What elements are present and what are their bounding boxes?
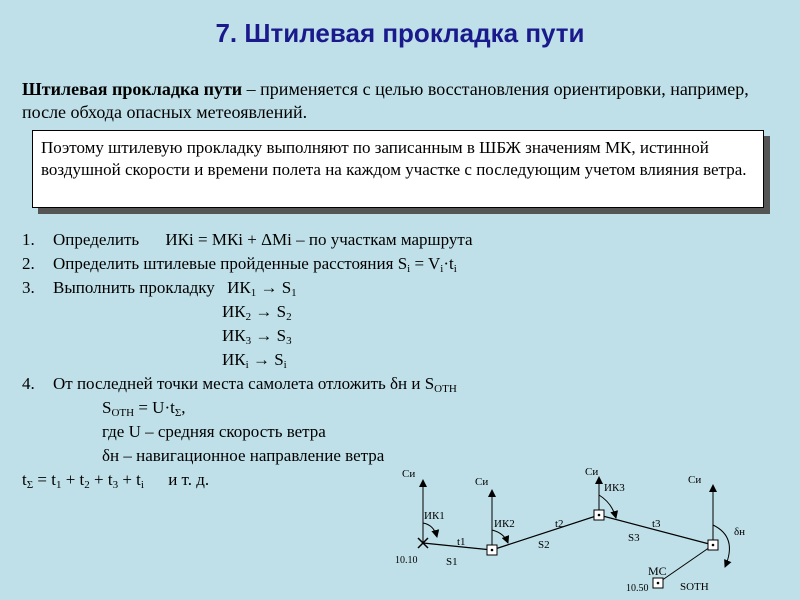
route-diagram <box>380 455 780 600</box>
u-description: где U – средняя скорость ветра <box>102 422 326 441</box>
intro-term: Штилевая прокладка пути <box>22 79 243 99</box>
step-4-text: От последней точки места самолета отложить δн и S <box>53 374 435 393</box>
ik-label-3: ИК3 <box>604 482 625 494</box>
s-label-2: S2 <box>538 539 550 551</box>
tsum-formula: $t_\Sigma = t_1 + t_2 + t_3 + t_i$ и т. д. <box>22 470 210 491</box>
step-1 <box>22 230 473 250</box>
intro-text: – применяется с целью восстановления ориентировки, например, после обхода опасных метеоявлений. <box>22 79 749 122</box>
mc-label: МС <box>648 564 667 578</box>
dn-label: δн <box>734 526 746 538</box>
step-3-text: Выполнить прокладку <box>53 278 215 297</box>
ik-arc-2 <box>492 530 508 543</box>
s-label-3: S3 <box>628 532 640 544</box>
route-line <box>423 515 713 550</box>
step-3-formula-i: $ИК_i \to S_i$ <box>222 350 287 371</box>
ik-arc-1 <box>423 523 437 537</box>
step-4-number: 4. <box>22 374 35 393</box>
sotn-formula: $S_{ОТН} = U\cdot t_\Sigma$, <box>102 398 186 419</box>
north-label-4: Си <box>688 474 702 486</box>
time-start: 10.10 <box>395 555 418 566</box>
page-title: 7. Штилевая прокладка пути <box>215 18 585 48</box>
step-3 <box>22 278 297 298</box>
ik-label-1: ИК1 <box>424 510 445 522</box>
time-end: 10.50 <box>626 583 649 594</box>
step-4 <box>22 374 457 394</box>
step-2-formula: $S_i = V_i\cdot t_i$ <box>397 254 457 275</box>
step-3-number: 3. <box>22 278 35 297</box>
north-label-3: Си <box>585 466 599 478</box>
step-3-formula-1: $ИК_1 \to S_1$ <box>227 278 297 299</box>
tsum-tail: и т. д. <box>168 470 210 489</box>
intro-paragraph <box>22 78 782 124</box>
t-label-1: t1 <box>457 536 466 548</box>
t-label-2: t2 <box>555 518 564 530</box>
step-1-number: 1. <box>22 230 35 249</box>
step-2 <box>22 254 457 274</box>
step-3-formula-2: $ИК_2 \to S_2$ <box>222 302 292 323</box>
north-label-1: Си <box>402 468 416 480</box>
t-label-3: t3 <box>652 518 661 530</box>
north-label-2: Си <box>475 476 489 488</box>
step-1-text: Определить <box>53 230 140 249</box>
step-3-formula-3: $ИК_3 \to S_3$ <box>222 326 292 347</box>
dn-description: δн – навигационное направление ветра <box>102 446 385 465</box>
step-4-sub: ОТН <box>434 383 457 395</box>
ik-label-2: ИК2 <box>494 518 515 530</box>
step-1-formula: ИКi = МКi + ΔМi – по участкам маршрута <box>165 230 473 249</box>
step-2-text: Определить штилевые пройденные расстояния <box>53 254 394 273</box>
note-box: Поэтому штилевую прокладку выполняют по записанным в ШБЖ значениям МК, истинной воздушной скорости и времени полета на каждом участке с последующим учетом влияния ветра. <box>32 130 764 208</box>
sotn-label: SОТН <box>680 581 709 593</box>
s-label-1: S1 <box>446 556 458 568</box>
step-2-number: 2. <box>22 254 35 273</box>
